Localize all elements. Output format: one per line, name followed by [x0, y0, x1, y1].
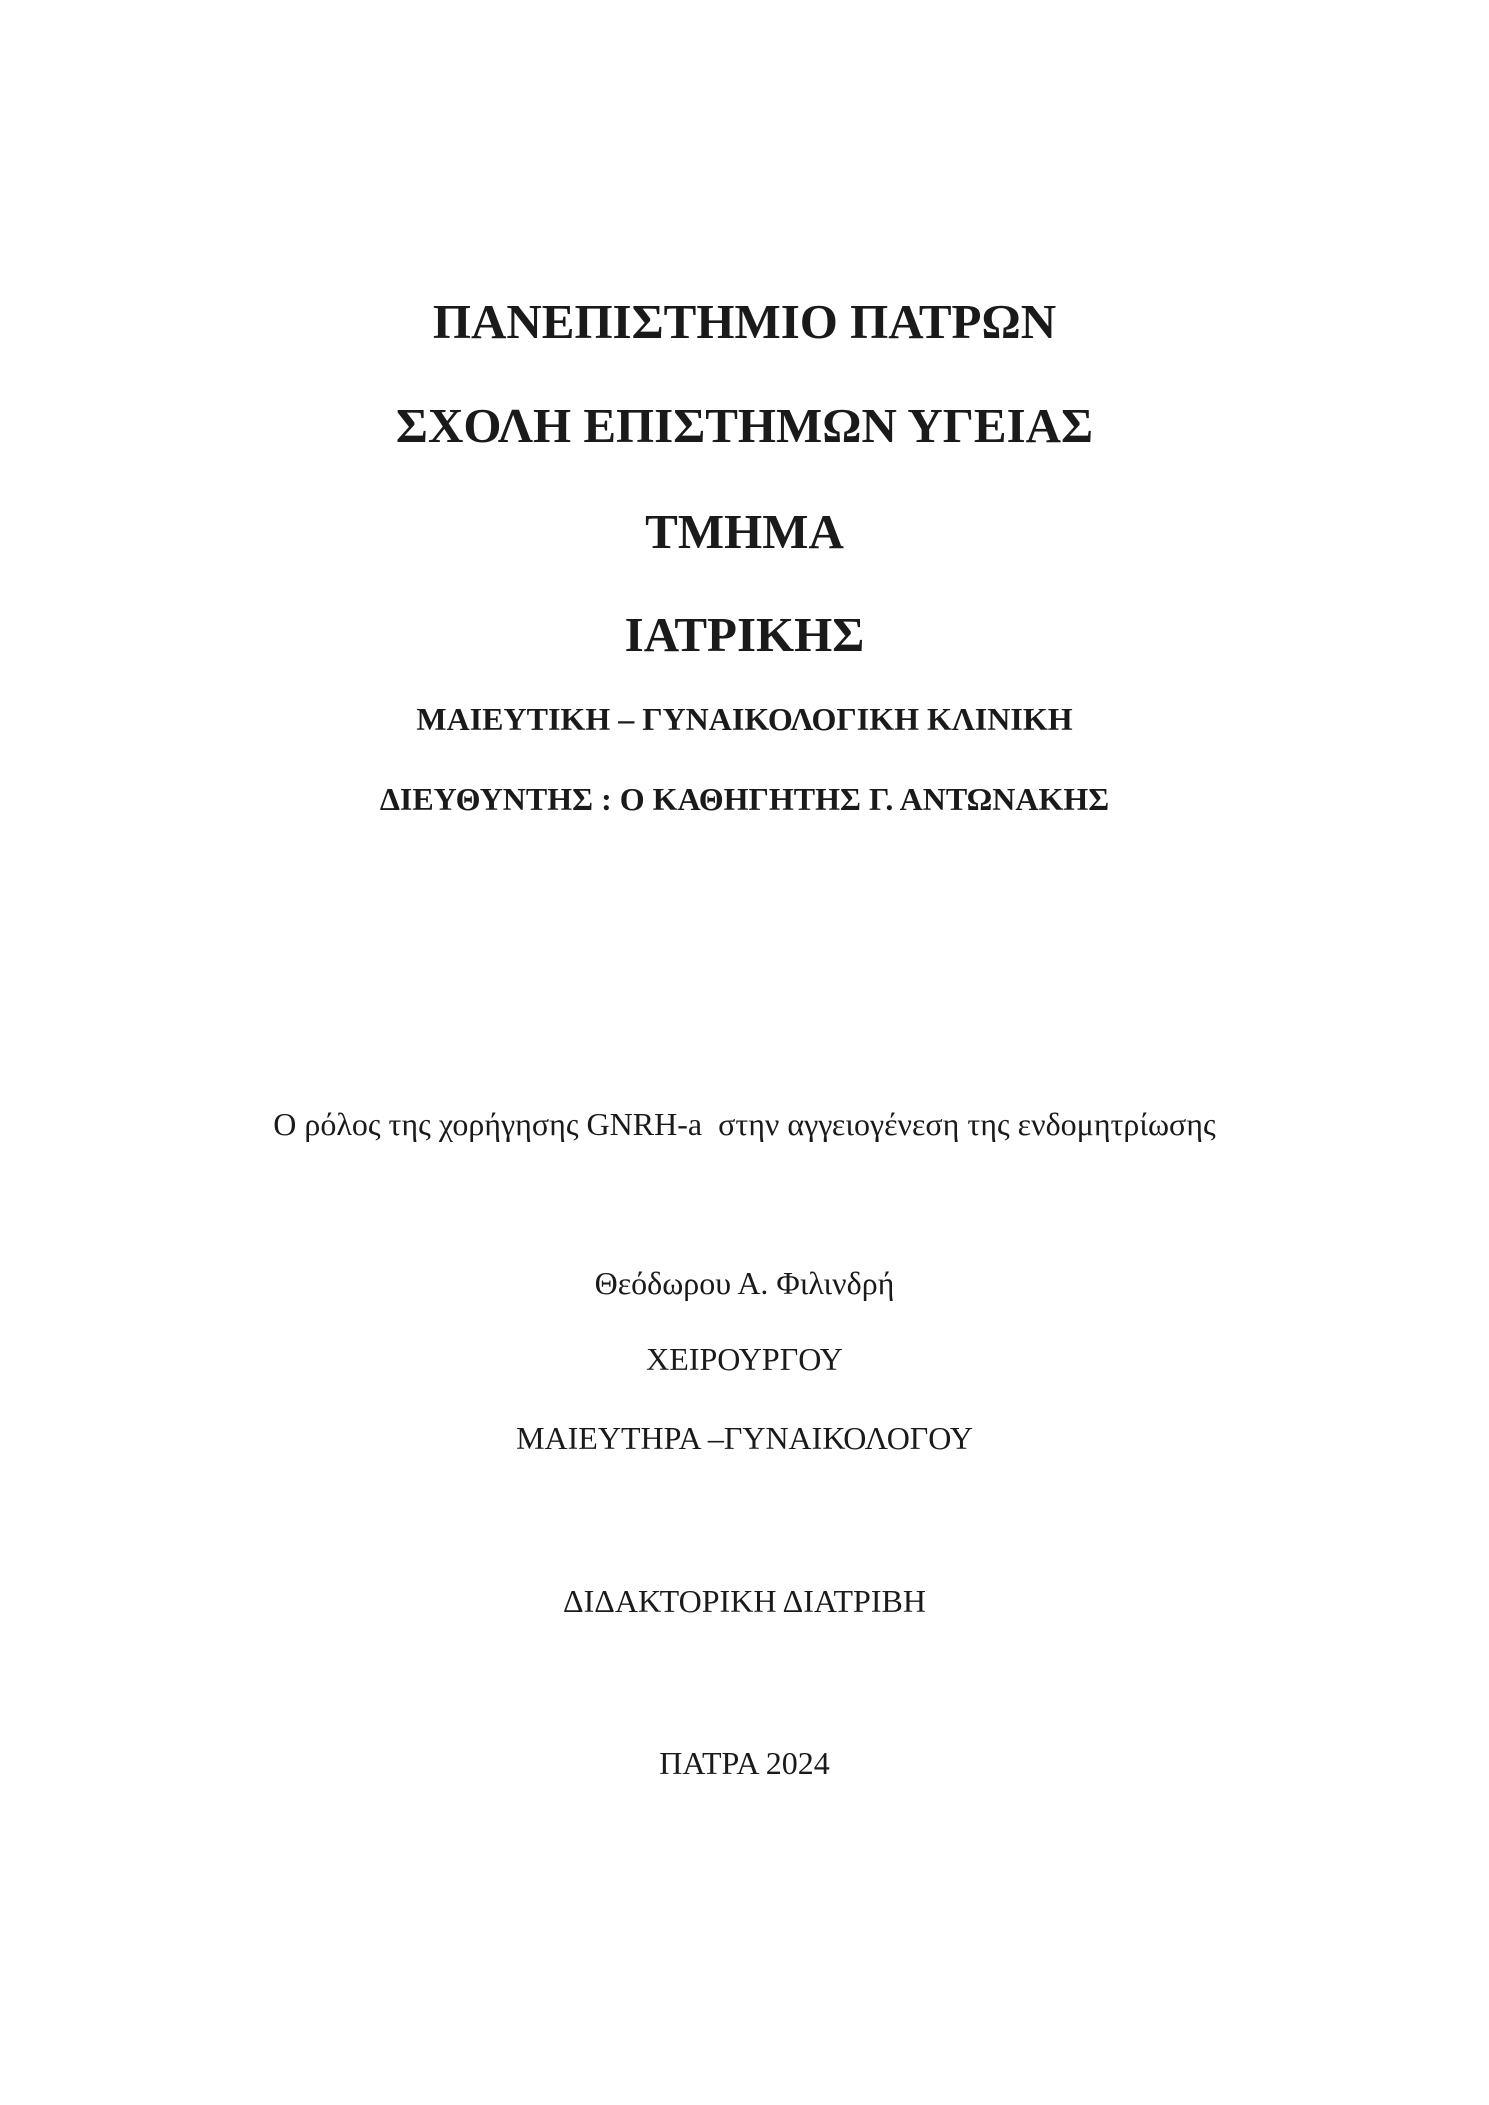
department-label: ΤΜΗΜΑ [645, 504, 844, 559]
clinic-director: ΔΙΕΥΘΥΝΤΗΣ : Ο ΚΑΘΗΓΗΤΗΣ Γ. ΑΝΤΩΝΑΚΗΣ [379, 781, 1110, 817]
place-and-year: ΠΑΤΡΑ 2024 [659, 1745, 830, 1781]
university-name: ΠΑΝΕΠΙΣΤΗΜΙΟ ΠΑΤΡΩΝ [432, 294, 1057, 349]
clinic-name: ΜΑΙΕΥΤΙΚΗ – ΓΥΝΑΙΚΟΛΟΓΙΚΗ ΚΛΙΝΙΚΗ [416, 701, 1073, 737]
thesis-title: Ο ρόλος της χορήγησης GNRH-a στην αγγειογένεση της ενδομητρίωσης [273, 1106, 1216, 1142]
author-name: Θεόδωρου Α. Φιλινδρή [594, 1265, 895, 1301]
author-title-obgyn: ΜΑΙΕΥΤΗΡΑ –ΓΥΝΑΙΚΟΛΟΓΟΥ [516, 1420, 973, 1456]
school-name: ΣΧΟΛΗ ΕΠΙΣΤΗΜΩΝ ΥΓΕΙΑΣ [395, 398, 1094, 453]
department-name: ΙΑΤΡΙΚΗΣ [624, 607, 865, 662]
document-type: ΔΙΔΑΚΤΟΡΙΚΗ ΔΙΑΤΡΙΒΗ [563, 1583, 926, 1619]
author-title-surgeon: ΧΕΙΡΟΥΡΓΟΥ [646, 1341, 843, 1377]
